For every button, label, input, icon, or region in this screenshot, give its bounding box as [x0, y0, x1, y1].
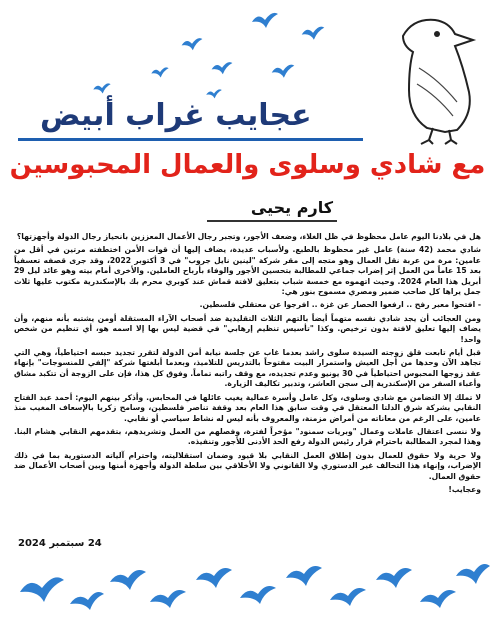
bird-icon: [286, 566, 322, 586]
bird-icon: [210, 58, 234, 76]
bird-icon: [330, 588, 366, 606]
masthead-rule: [18, 138, 363, 141]
paragraph: ولا حرية ولا حقوق للعمال بدون إطلاق العمل النقابي بلا قيود وضمان استقلاليته، واحترام آلياته الدستورية بما في ذلك الإضراب، وإنهاء هذا التحالف غير الدستوري ولا القانوني ولا الأخلاقي بين سلطة الدولة وأجهزة أمنها وبين أصحاب الأعمال ضد حقوق العمال.: [14, 450, 481, 481]
bird-icon: [196, 568, 232, 588]
paragraph: لا تملك إلا التضامن مع شادي وسلوى، وكل عامل وأسرة عمالية يغيب عائلها في المحابس. وأذكر بينهم اليوم: أحمد عبد الفتاح النقابي بشركة شرق الدلتا المعتقل في وقت سابق هذا العام بعد وقفة تناصر فلسطين، وسامح زكريا بالإسعاف المغيب منذ عامين، على الرغم من معاناته من أمراض مزمنة، والمعروف بأنه ليس له نشاط سياسي أو نقابي.: [14, 392, 481, 423]
footer-birds: [0, 552, 495, 618]
bird-icon: [376, 568, 412, 588]
masthead-area: [0, 0, 495, 150]
paragraph: قبل أيام تابعت قلق زوجته السيدة سلوى راشد بعدما غاب عن جلسة نيابة أمن الدولة لتقرر تجديد حبسه احتياطياً، وهي التي تجاهد الآن وحدها من أجل العيش واستمرار البيت مفتوحاً بالتدريس للتلاميذ، وبعدما أبلغتها شركة "إلفي للمنسوجات" بإنهاء عقد زوجها المحبوس احتياطياً في 30 يونيو وعدم تجديده، مع وقف راتبه تماماً. وفوق كل هذا، فإن على الزوجة أن تتكبد مشاق وأعباء السفر من الإسكندرية إلى سجن العاشر، وتدبير تكاليف الزيارة.: [14, 348, 481, 389]
bird-icon: [150, 590, 186, 608]
paragraph: هل في بلادنا اليوم عامل محظوظ في ظل الغلاء، وضعف الأجور، وتجبر رجال الأعمال المعززين بانحياز رجال الدولة وأجهزتها؟: [16, 232, 481, 241]
white-raven-icon: [383, 6, 491, 146]
masthead-title: عجايب غراب أبيض: [40, 98, 312, 133]
bird-icon: [150, 64, 170, 79]
bird-icon: [110, 570, 146, 590]
bird-icon: [250, 8, 280, 30]
bird-icon: [70, 592, 104, 610]
paragraph: - افتحوا معبر رفح .. ارفعوا الحصار عن غزة .. افرجوا عن معتقلي فلسطين.: [199, 300, 481, 310]
bird-icon: [240, 586, 276, 604]
paragraph: ولا ننسى اعتقال عاملات وعمال "وبريات سمنود" مؤخراً لفترة، وفصلهم من العمل وتشريدهم، بتقدمهم النقابي هشام البنا. وهذا لمجرد المطالبة باحترام قرار رئيس الدولة رفع الحد الأدنى للأجور وتنفيذه.: [14, 426, 481, 447]
author-name: كارم يحيى: [250, 198, 333, 217]
bird-icon: [420, 590, 456, 608]
article-body: [14, 232, 481, 498]
author-block: [251, 198, 333, 217]
article-date: 24 سبتمبر 2024: [18, 538, 102, 549]
bird-icon: [92, 80, 112, 95]
closing-line: وعجايب!: [448, 484, 481, 494]
bird-icon: [456, 564, 490, 584]
bird-icon: [270, 60, 296, 80]
paragraph: شادي محمد (42 سنة) عامل غير محظوظ بالطبع. ولأسباب عديدة، يضاف إليها أن قوات الأمن اختطفته مرتين في أقل من عامين: مرة من عربة نقل العمال وهو متجه إلى مقر شركة "لينين نايل جروب" في 3 أكتوبر 2022، وقد جرى قصفه تعسفياً بعد 15 عاماً من العمل إثر إضراب جماعي للمطالبة بتحسين الأجور والوفاء بأرباح العاملين. والأخرى أمام بيته وهو عائد ليل 29 أبريل هذا العام 2024. وحيث اتهموه مع خمسة شباب بتعليق لافتة قماش عند كوبري محرم بك بالإسكندرية مكتوب عليها ثلاث جمل يراها كل صاحب ضمير ومصري مسموح بنور هي:: [14, 245, 481, 297]
bird-icon: [20, 577, 64, 602]
bird-icon: [180, 34, 204, 52]
paragraph: ومن العجائب أن يجد شادي نفسه متهماً أيضاً بالتهم الثلاث التقليدية ضد أصحاب الآراء المستقلة أومن يشتبه بأنه منهم، وأن يضاف إليها تعليق لافتة بدون ترخيص. وكذا "تأسيس تنظيم إرهابي" في قضية ليس بها إلا اسمه هو، أي تنظيم من شخص واحد!: [14, 313, 481, 344]
article-headline: مع شادي وسلوى والعمال المحبوسين: [9, 150, 486, 180]
bird-icon: [300, 22, 326, 42]
author-underline: [207, 220, 337, 222]
